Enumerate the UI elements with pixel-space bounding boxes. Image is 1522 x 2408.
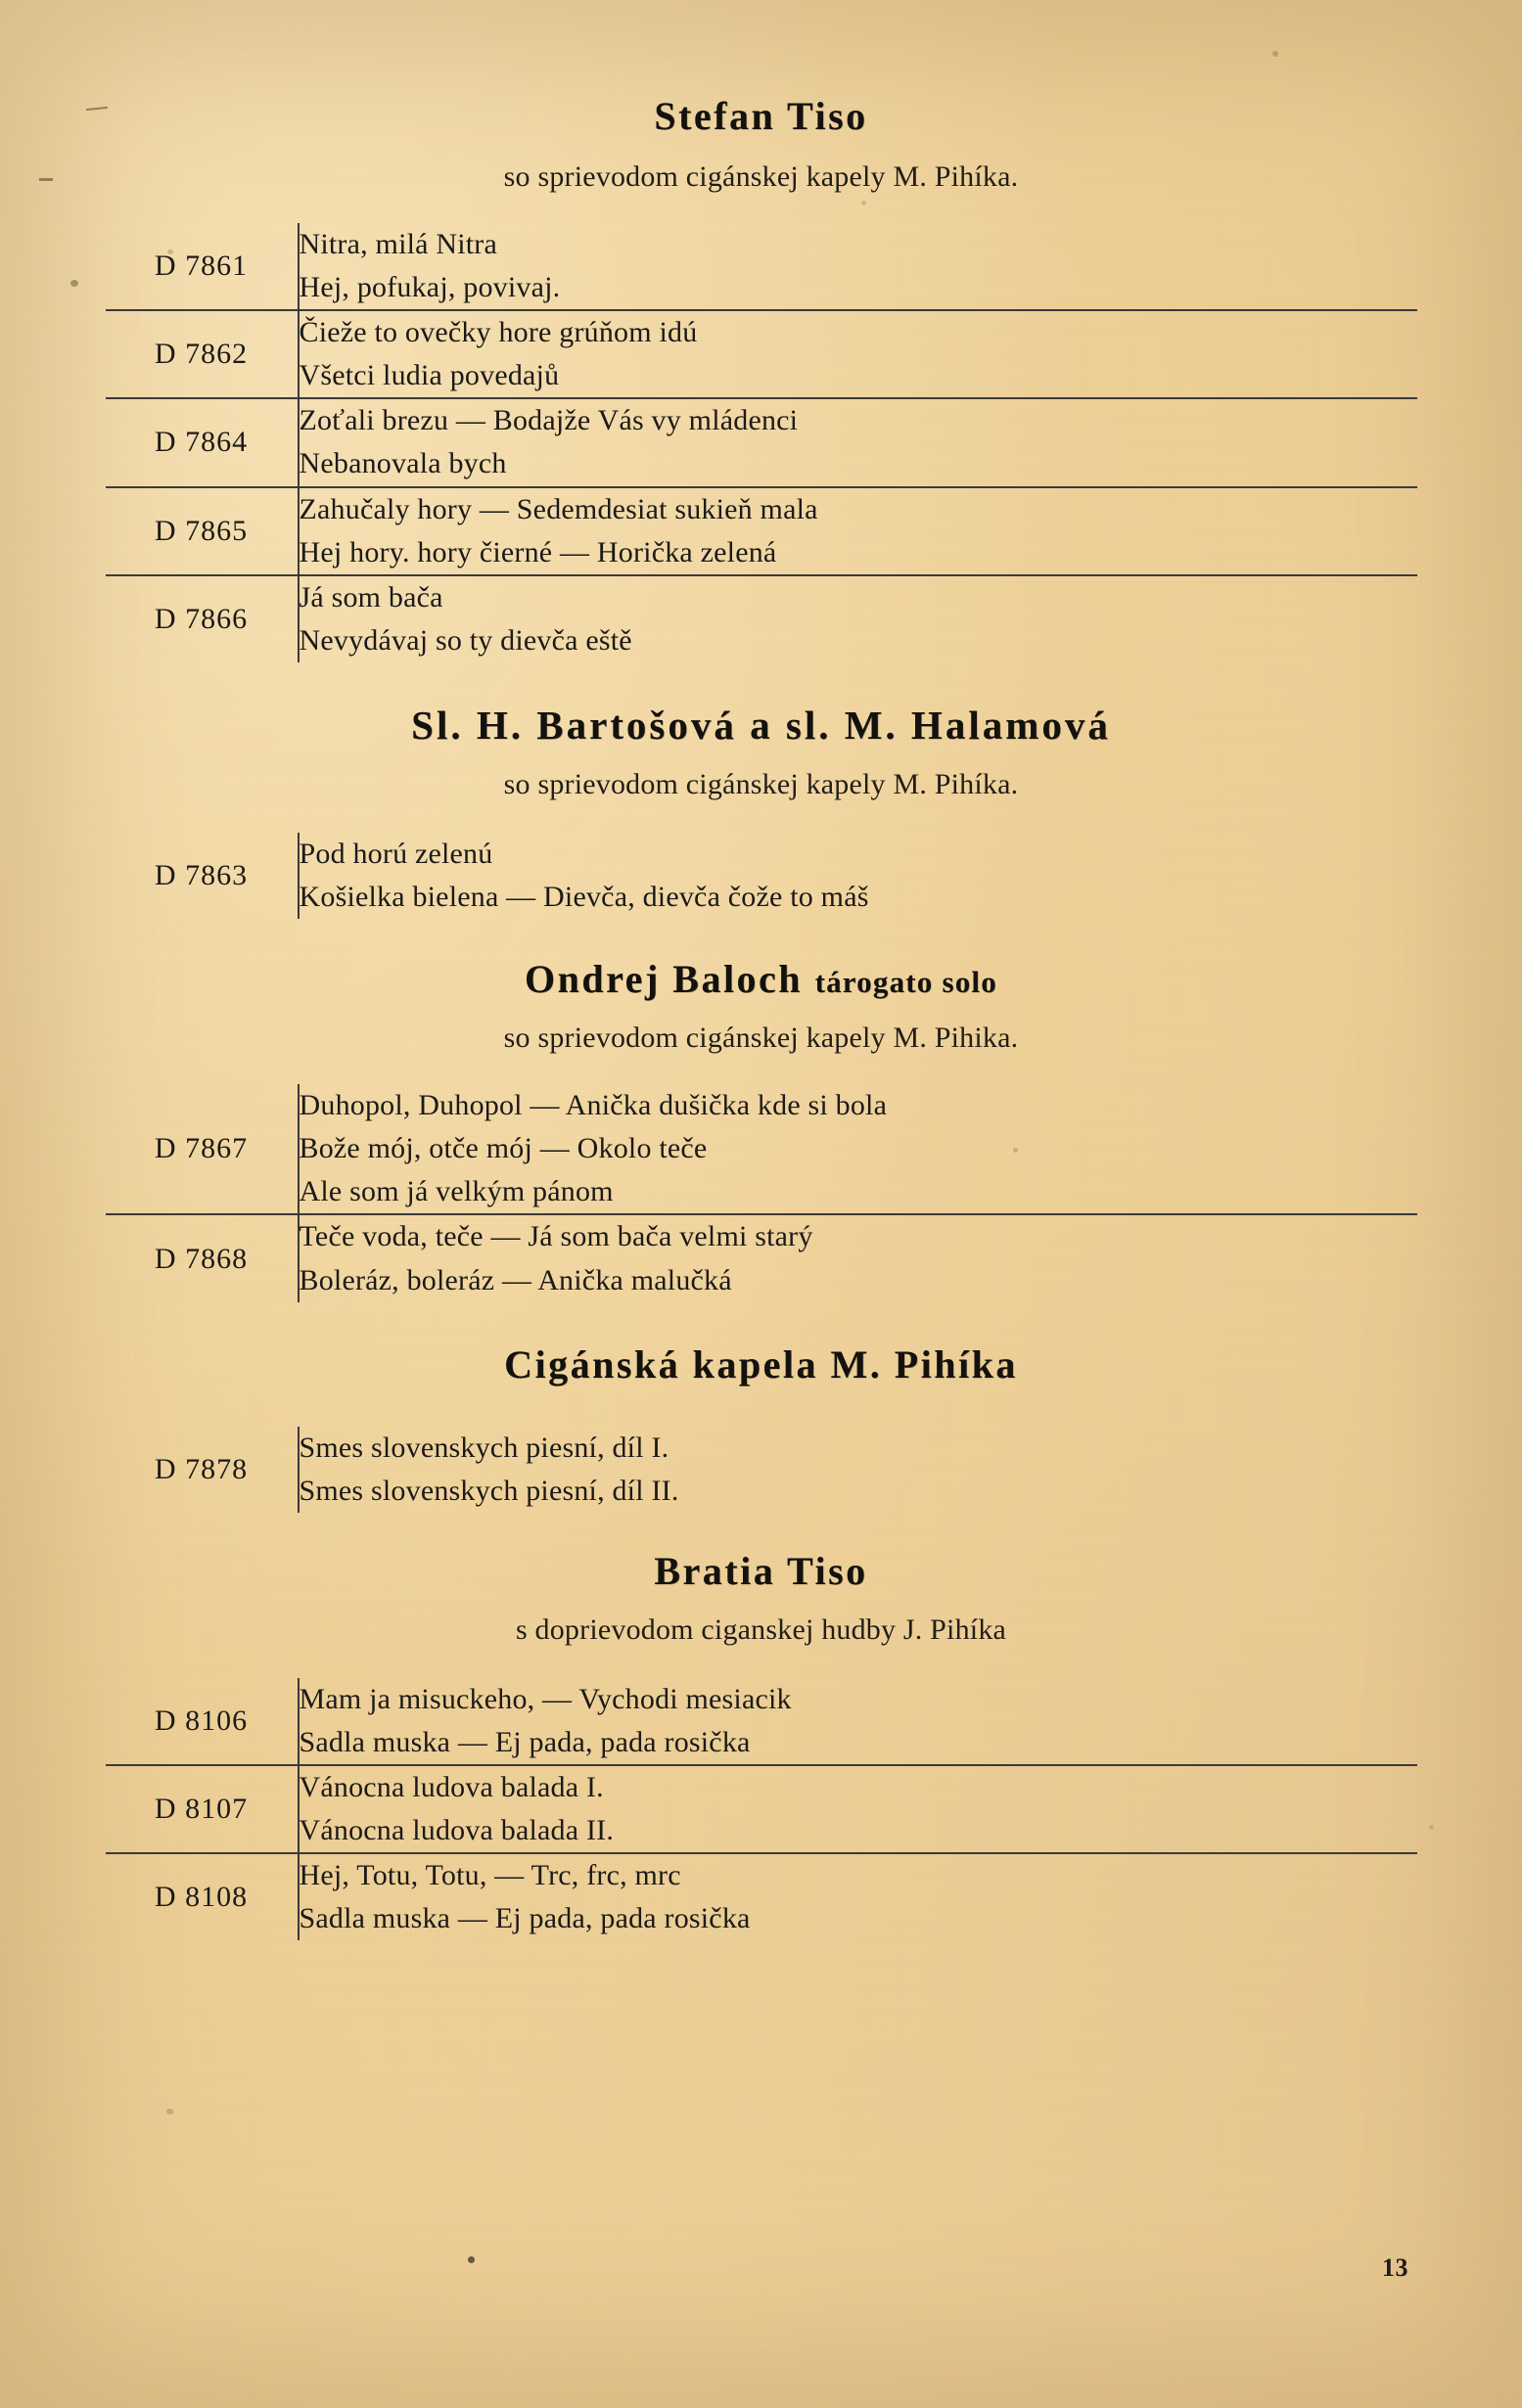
track-title: Hej, Totu, Totu, — Trc, frc, mrc xyxy=(299,1859,681,1892)
track-title: Sadla muska — Ej pada, pada rosička xyxy=(299,1725,751,1758)
section-credit: so sprievodom cigánskej kapely M. Pihíka. xyxy=(503,160,1019,193)
track-title: Nevydávaj so ty dievča eště xyxy=(299,623,632,657)
catalog-table xyxy=(106,833,1417,919)
catalog-number: D 7867 xyxy=(106,1084,299,1214)
section-heading: Stefan Tiso xyxy=(654,94,868,138)
section-credit: so sprievodom cigánskej kapely M. Pihíka. xyxy=(503,767,1019,800)
track-title: Nitra, milá Nitra xyxy=(299,228,498,260)
section-heading-instrument: tárogato solo xyxy=(814,965,997,1000)
catalog-number: D 7862 xyxy=(106,310,299,398)
table-row[interactable] xyxy=(106,1084,1417,1214)
section-heading: Sl. H. Bartošová a sl. M. Halamová xyxy=(411,702,1111,748)
table-row[interactable] xyxy=(106,1427,1417,1513)
catalog-table xyxy=(106,1084,1417,1301)
track-title: Pod horú zelenú xyxy=(299,837,493,870)
catalog-number: D 7868 xyxy=(154,1242,249,1275)
title-cell xyxy=(299,1853,1417,1940)
title-cell xyxy=(299,1427,1417,1513)
title-cell xyxy=(299,833,1417,919)
table-row[interactable] xyxy=(106,1853,1417,1940)
title-cell xyxy=(299,1678,1417,1765)
track-title: Zahučaly hory — Sedemdesiat sukieň mala xyxy=(299,492,818,525)
track-title: Nebanovala bych xyxy=(299,447,507,480)
section-bartosova-halamova xyxy=(0,702,1522,919)
page-number: 13 xyxy=(1382,2253,1408,2282)
table-row[interactable] xyxy=(106,310,1417,398)
title-cell xyxy=(299,1214,1417,1301)
track-title: Smes slovenskych piesní, díl II. xyxy=(299,1474,679,1507)
catalog-number: D 7864 xyxy=(106,398,299,486)
title-cell xyxy=(299,223,1417,310)
track-title: Mam ja misuckeho, — Vychodi mesiacik xyxy=(299,1682,792,1715)
table-row[interactable] xyxy=(106,833,1417,919)
paper-speck xyxy=(468,2256,475,2263)
track-title: Hej hory. hory čierné — Horička zelená xyxy=(299,535,777,568)
table-row[interactable] xyxy=(106,398,1417,486)
title-cell xyxy=(299,1765,1417,1853)
title-cell xyxy=(299,310,1417,398)
paper-speck xyxy=(166,2109,173,2114)
track-title: Čieže to ovečky hore grúňom idú xyxy=(299,316,698,349)
catalog-number: D 7863 xyxy=(154,859,249,892)
section-heading-name: Ondrej Baloch xyxy=(525,957,804,1002)
track-title: Ale som já velkým pánom xyxy=(299,1175,614,1208)
track-title: Vánocna ludova balada I. xyxy=(299,1770,604,1803)
catalog-number: D 8106 xyxy=(106,1678,299,1765)
section-bratia-tiso xyxy=(0,1548,1522,1941)
section-heading: Cigánská kapela M. Pihíka xyxy=(504,1341,1018,1386)
section-heading: Bratia Tiso xyxy=(654,1548,868,1593)
section-stefan-tiso xyxy=(0,93,1522,662)
track-title: Smes slovenskych piesní, díl I. xyxy=(299,1431,669,1464)
table-row[interactable] xyxy=(106,487,1417,575)
track-title: Vánocna ludova balada II. xyxy=(299,1814,615,1847)
track-title: Sadla muska — Ej pada, pada rosička xyxy=(299,1902,751,1935)
catalog-number: D 7866 xyxy=(154,602,249,635)
title-cell xyxy=(299,487,1417,575)
track-title: Všetci ludia povedajů xyxy=(299,359,560,392)
table-row[interactable] xyxy=(106,1678,1417,1765)
catalog-number: D 7861 xyxy=(106,223,299,310)
section-credit: so sprievodom cigánskej kapely M. Pihika. xyxy=(503,1022,1019,1055)
catalog-table xyxy=(106,223,1417,662)
track-title: Bože mój, otče mój — Okolo teče xyxy=(299,1132,708,1165)
track-title: Boleráz, boleráz — Anička malučká xyxy=(299,1263,732,1296)
track-title: Košielka bielena — Dievča, dievča čože to máš xyxy=(299,881,869,914)
catalog-table xyxy=(106,1678,1417,1941)
catalog-table xyxy=(106,1427,1417,1513)
track-title: Já som bača xyxy=(299,580,443,613)
title-cell xyxy=(299,398,1417,486)
catalog-number: D 8108 xyxy=(154,1881,249,1914)
section-heading xyxy=(0,956,1522,1002)
catalog-number: D 8107 xyxy=(106,1765,299,1853)
section-ciganska-kapela xyxy=(0,1341,1522,1513)
table-row[interactable] xyxy=(106,223,1417,310)
catalog-number: D 7878 xyxy=(154,1452,249,1485)
section-credit: s doprievodom ciganskej hudby J. Pihíka xyxy=(515,1613,1007,1646)
table-row[interactable] xyxy=(106,1214,1417,1301)
section-ondrej-baloch xyxy=(0,956,1522,1301)
table-row[interactable] xyxy=(106,575,1417,662)
track-title: Hej, pofukaj, povivaj. xyxy=(299,271,561,304)
title-cell xyxy=(299,1084,1417,1214)
title-cell xyxy=(299,575,1417,662)
catalog-number: D 7865 xyxy=(106,487,299,575)
track-title: Duhopol, Duhopol — Anička dušička kde si bola xyxy=(299,1089,888,1122)
table-row[interactable] xyxy=(106,1765,1417,1853)
track-title: Teče voda, teče — Já som bača velmi starý xyxy=(299,1220,813,1253)
track-title: Zoťali brezu — Bodajže Vás vy mládenci xyxy=(299,404,799,437)
